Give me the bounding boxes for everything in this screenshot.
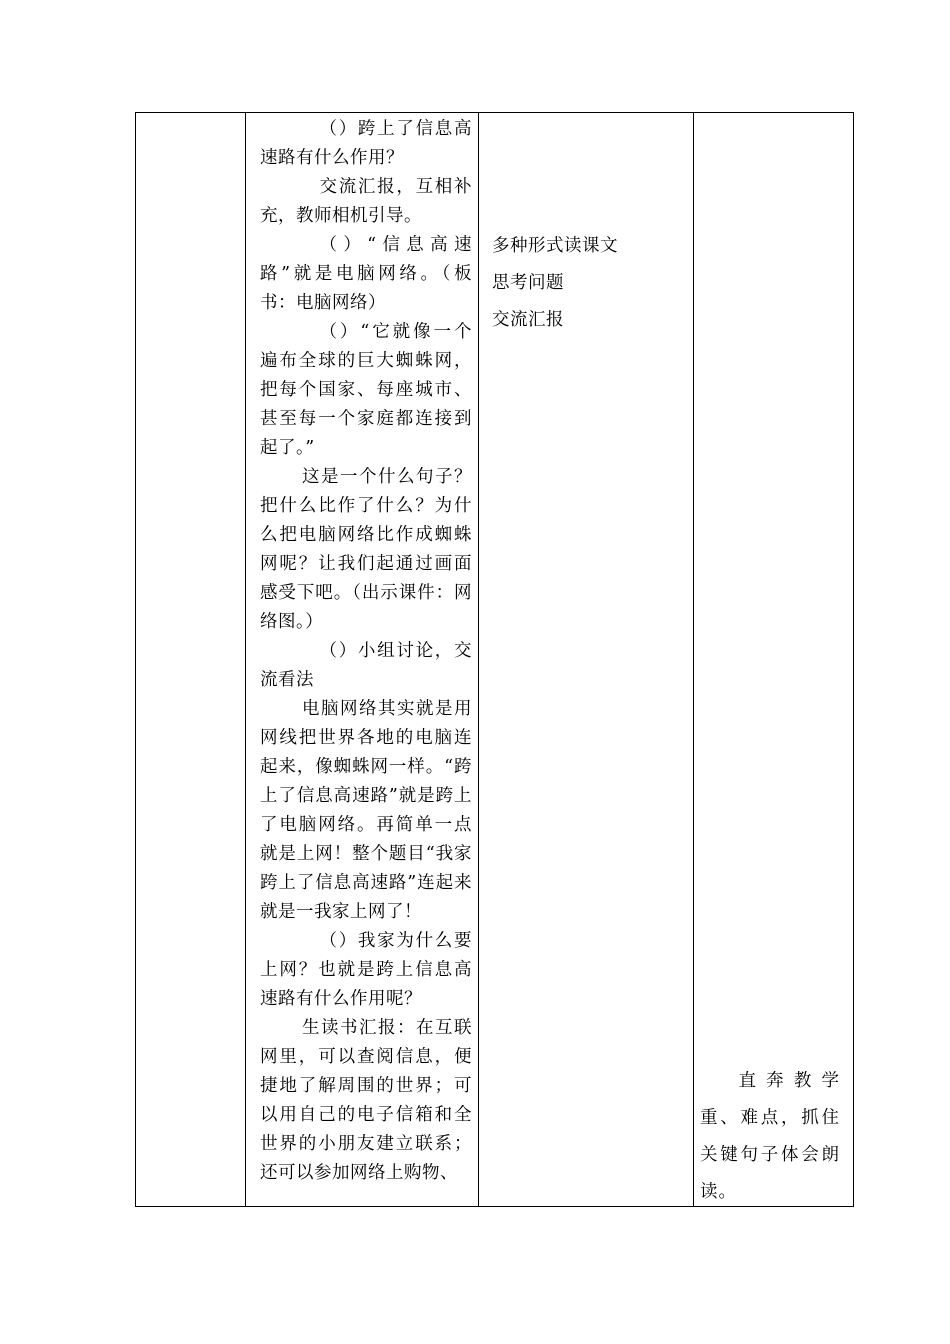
activity-line: 思考问题 — [492, 273, 564, 293]
activity-line: 交流汇报 — [492, 310, 564, 330]
teaching-process-cell — [246, 113, 479, 1207]
process-paragraph: （）跨上了信息高速路有什么作用？ — [260, 119, 472, 168]
design-intent-block — [700, 1063, 840, 1211]
process-paragraph: 这是一个什么句子？把什么比作了什么？为什么把电脑网络比作成蜘蛛网呢？让我们起通过画面感受下吧。（出示课件：网络图。） — [260, 467, 472, 632]
process-paragraph: （）小组讨论，交流看法 — [260, 641, 472, 690]
activity-line: 多种形式读课文 — [492, 236, 618, 256]
table-row — [136, 113, 854, 1207]
student-activity-list — [492, 228, 682, 339]
student-activity-cell — [479, 113, 694, 1207]
process-paragraph: 交流汇报，互相补充，教师相机引导。 — [260, 177, 472, 226]
stage-cell — [136, 113, 246, 1207]
design-intent-text: 直奔教学重、难点，抓住关键句子体会朗读。 — [700, 1071, 840, 1202]
lesson-plan-table — [135, 112, 854, 1207]
process-paragraph: （）“它就像一个遍布全球的巨大蜘蛛网，把每个国家、每座城市、甚至每一个家庭都连接到起了。” — [260, 322, 472, 458]
process-paragraph: 电脑网络其实就是用网线把世界各地的电脑连起来，像蜘蛛网一样。“跨上了信息高速路”就是跨上了电脑网络。再简单一点就是上网！整个题目“我家跨上了信息高速路”连起来就是一我家上网了！ — [260, 699, 472, 922]
teaching-process-text — [260, 115, 472, 1188]
process-paragraph: 生读书汇报：在互联网里，可以查阅信息，便捷地了解周围的世界；可以用自己的电子信箱和全世界的小朋友建立联系；还可以参加网络上购物、 — [260, 1018, 472, 1183]
process-paragraph: （）我家为什么要上网？也就是跨上信息高速路有什么作用呢？ — [260, 931, 472, 1009]
process-paragraph: （）“信息高速路”就是电脑网络。（板书：电脑网络） — [260, 235, 472, 313]
design-intent-cell — [694, 113, 854, 1207]
